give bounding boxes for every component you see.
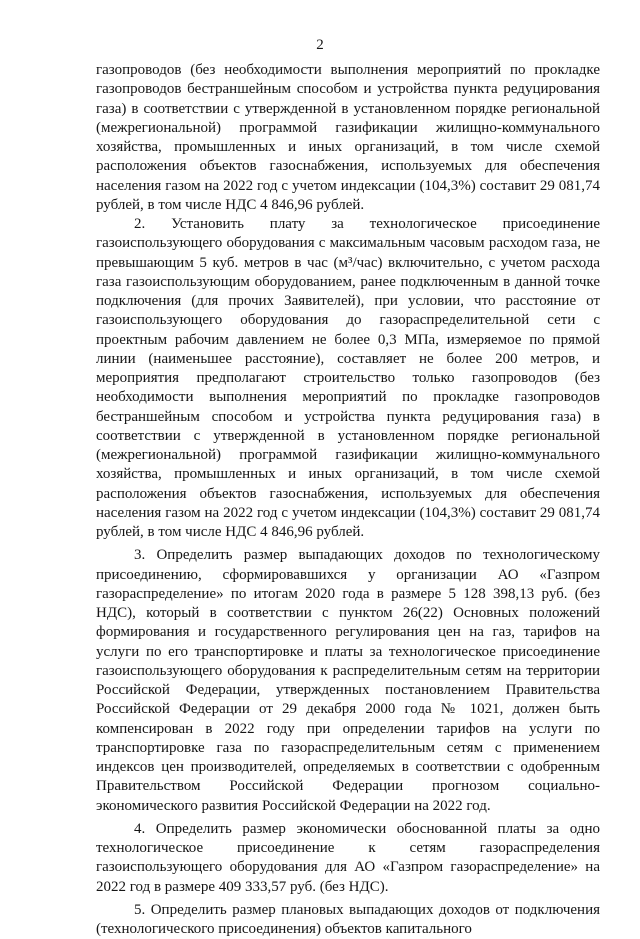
paragraph-continuation: газопроводов (без необходимости выполнения мероприятий по прокладке газопроводов бестраншейным способом и устройства пункта редуцирования газа) в соответствии с утвержденной в установленном порядке региональной (межрегиональной) программой газификации жилищно-коммунального хозяйства, промышленных и иных организаций, в том числе схемой расположения объектов газоснабжения, используемых для обеспечения населения газом на 2022 год с учетом индексации (104,3%) составит 29 081,74 рублей, в том числе НДС 4 846,96 рублей. [96,62,600,213]
page-number: 2 [316,37,324,53]
paragraph-item-3: 3. Определить размер выпадающих доходов по технологическому присоединению, сформировавшихся у организации АО «Газпром газораспределение» по итогам 2020 года в размере 5 128 398,13 руб. (без НДС), который в соответствии с пунктом 26(22) Основных положений формирования и государственного регулирования цен на газ, тарифов на услуги по его транспортировке и платы за технологическое присоединение газоиспользующего оборудования к распределительным сетям на территории Российской Федерации, утвержденных постановлением Правительства Российской Федерации от 29 декабря 2000 года № 1021, должен быть компенсирован в 2022 году при определении тарифов на услуги по транспортировке газа по газораспределительным сетям с применением индексов цен производителей, определяемых в соответствии с одобренным Правительством Российской Федерации прогнозом социально-экономического развития Российской Федерации на 2022 год. [96,547,600,814]
paragraph-item-4: 4. Определить размер экономически обоснованной платы за одно технологическое присоединение к сетям газораспределения газоиспользующего оборудования для АО «Газпром газораспределение» на 2022 год в размере 409 333,57 руб. (без НДС). [96,820,600,895]
paragraph-item-5: 5. Определить размер плановых выпадающих доходов от подключения (технологического присоединения) объектов капитального [96,901,600,937]
paragraph-item-2: 2. Установить плату за технологическое присоединение газоиспользующего оборудования с максимальным часовым расходом газа, не превышающим 5 куб. метров в час (м³/час) включительно, с учетом расхода газа газоиспользующим оборудованием, ранее подключенным в данной точке подключения (для прочих Заявителей), при условии, что расстояние от газоиспользующего оборудования до газораспределительной сети с проектным рабочим давлением не более 0,3 МПа, измеряемое по прямой линии (наименьшее расстояние), составляет не более 200 метров, и мероприятия предполагают строительство только газопроводов (без необходимости выполнения мероприятий по прокладке газопроводов бестраншейным способом и устройства пункта редуцирования газа) в соответствии с утвержденной в установленном порядке региональной (межрегиональной) программой газификации жилищно-коммунального хозяйства, промышленных и иных организаций, в том числе схемой расположения объектов газоснабжения, используемых для обеспечения населения газом на 2022 год с учетом индексации (104,3%) составит 29 081,74 рублей, в том числе НДС 4 846,96 рублей. [96,216,600,540]
document-body [96,61,600,939]
